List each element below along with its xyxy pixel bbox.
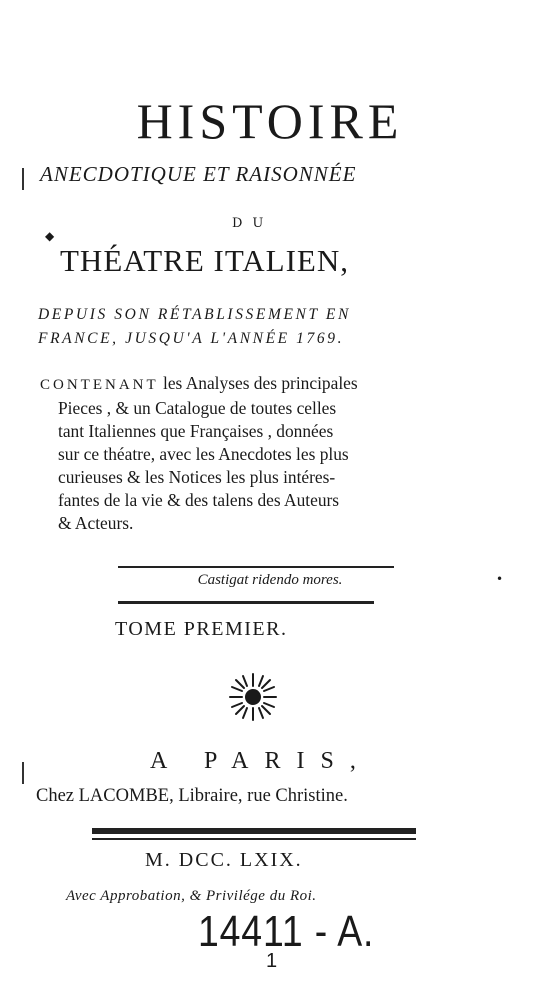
margin-mark xyxy=(22,168,24,190)
divider-rule xyxy=(118,566,394,568)
contents-line xyxy=(40,372,490,397)
approbation-line: Avec Approbation, & Privilége du Roi. xyxy=(66,888,317,904)
theatre-title: THÉATRE ITALIEN, xyxy=(60,243,350,278)
library-stamp: 14411 - A. xyxy=(198,907,375,956)
motto: Castigat ridendo mores. xyxy=(197,572,343,588)
margin-mark xyxy=(22,762,24,784)
handwritten-mark: 1 xyxy=(266,950,278,972)
contents-line: Pieces , & un Catalogue de toutes celles xyxy=(58,398,337,418)
contents-line: & Acteurs. xyxy=(58,513,134,533)
depuis-line-2: FRANCE, JUSQU'A L'ANNÉE 1769. xyxy=(38,330,345,347)
contents-first-word: CONTENANT xyxy=(40,377,159,393)
main-title: HISTOIRE xyxy=(136,93,404,149)
volume-label: TOME PREMIER. xyxy=(115,618,288,640)
contents-line: fantes de la vie & des talens des Auteurs xyxy=(58,490,340,510)
contents-line: tant Italiennes que Françaises , données xyxy=(58,421,334,441)
place-of-publication: A PARIS, xyxy=(150,748,372,774)
depuis-line-1: DEPUIS SON RÉTABLISSEMENT EN xyxy=(38,306,351,323)
contents-description xyxy=(40,372,490,535)
publication-date: M. DCC. LXIX. xyxy=(145,849,303,871)
print-mark: • xyxy=(496,572,504,586)
divider-rule xyxy=(92,838,416,840)
print-mark: ◆ xyxy=(45,229,55,243)
contents-line-text: les Analyses des principales xyxy=(158,373,358,393)
divider-rule xyxy=(92,828,416,834)
contents-line: sur ce théatre, avec les Anecdotes les plus xyxy=(58,444,349,464)
subtitle: ANECDOTIQUE ET RAISONNÉE xyxy=(40,162,357,186)
publisher-line: Chez LACOMBE, Libraire, rue Christine. xyxy=(36,786,348,806)
sun-ornament-icon xyxy=(228,672,278,722)
du-label: DU xyxy=(232,216,274,231)
divider-rule xyxy=(118,601,374,604)
contents-line: curieuses & les Notices les plus intéres- xyxy=(58,467,336,487)
